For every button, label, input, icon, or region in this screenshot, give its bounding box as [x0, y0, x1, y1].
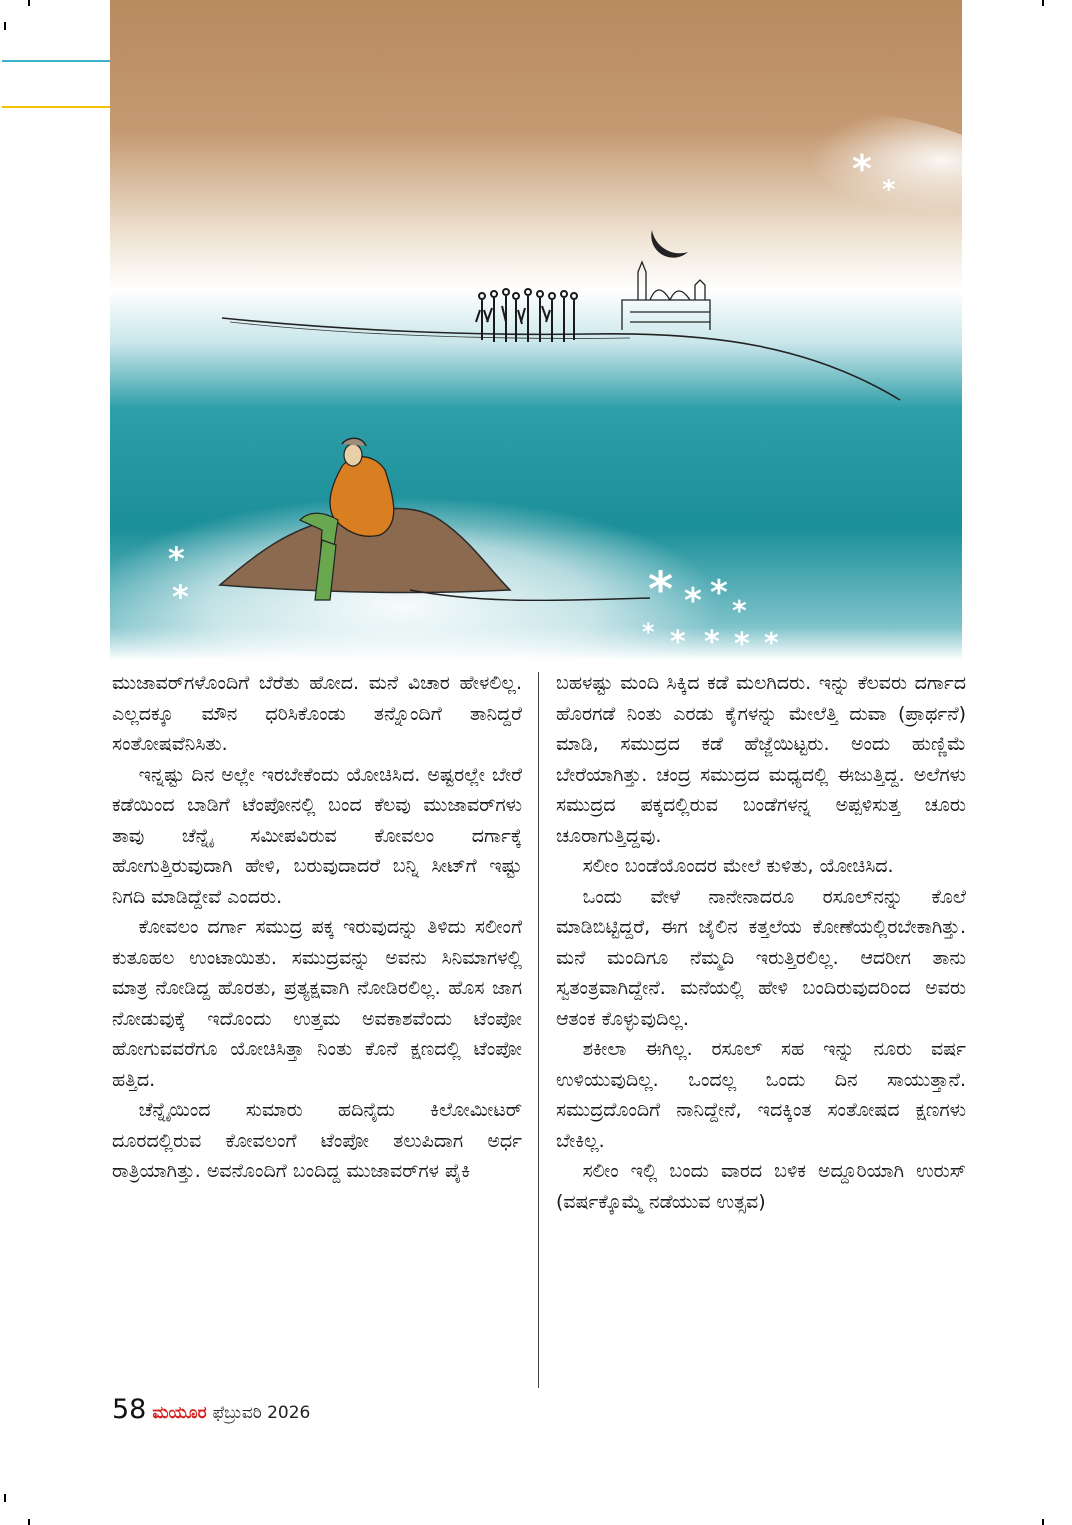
svg-text:*: * — [670, 625, 686, 660]
crop-mark — [28, 1519, 30, 1525]
page-number: 58 — [112, 1394, 147, 1425]
paragraph: ಚೆನ್ನೈಯಿಂದ ಸುಮಾರು ಹದಿನೈದು ಕಿಲೋಮೀಟರ್ ದೂರದಲ್ಲಿರುವ ಕೋವಲಂಗೆ ಟೆಂಪೋ ತಲುಪಿದಾಗ ಅರ್ಧ ರಾತ್ರಿಯಾಗಿತ್ತು. ಅವನೊಂದಿಗೆ ಬಂದಿದ್ದ ಮುಜಾವರ್‌ಗಳ ಪೈಕಿ — [112, 1099, 522, 1182]
paragraph: ಇನ್ನಷ್ಟು ದಿನ ಅಲ್ಲೇ ಇರಬೇಕೆಂದು ಯೋಚಿಸಿದ. ಅಷ್ಟರಲ್ಲೇ ಬೇರೆ ಕಡೆಯಿಂದ ಬಾಡಿಗೆ ಟೆಂಪೋನಲ್ಲಿ ಬಂದ ಕೆಲವು ಮುಜಾವರ್‌ಗಳು ತಾವು ಚೆನ್ನೈ ಸಮೀಪವಿರುವ ಕೋವಲಂ ದರ್ಗಾಕ್ಕೆ ಹೋಗುತ್ತಿರುವುದಾಗಿ ಹೇಳಿ, ಬರುವುದಾದರೆ ಬನ್ನಿ ಸೀಟ್‌ಗೆ ಇಷ್ಟು ನಿಗದಿ ಮಾಡಿದ್ದೇವೆ ಎಂದರು. — [112, 763, 522, 908]
crop-mark — [4, 22, 6, 30]
svg-text:*: * — [882, 175, 896, 205]
column-divider — [538, 672, 539, 1388]
story-illustration — [110, 0, 962, 660]
paragraph: ಕೋವಲಂ ದರ್ಗಾ ಸಮುದ್ರ ಪಕ್ಕ ಇರುವುದನ್ನು ತಿಳಿದು ಸಲೀಂಗೆ ಕುತೂಹಲ ಉಂಟಾಯಿತು. ಸಮುದ್ರವನ್ನು ಅವನು ಸಿನಿಮಾಗಳಲ್ಲಿ ಮಾತ್ರ ನೋಡಿದ್ದ ಹೊರತು, ಪ್ರತ್ಯಕ್ಷವಾಗಿ ನೋಡಿರಲಿಲ್ಲ. ಹೊಸ ಜಾಗ ನೋಡುವುಕ್ಕೆ ಇದೊಂದು ಉತ್ತಮ ಅವಕಾಶವೆಂದು ಟೆಂಪೋ ಹೋಗುವವರೆಗೂ ಯೋಚಿಸಿತ್ತಾ ನಿಂತು ಕೊನೆ ಕ್ಷಣದಲ್ಲಿ ಟೆಂಪೋ ಹತ್ತಿದ. — [112, 916, 522, 1091]
svg-text:*: * — [710, 573, 728, 613]
crop-mark — [28, 0, 30, 6]
paragraph: ಶಕೀಲಾ ಈಗಿಲ್ಲ. ರಸೂಲ್ ಸಹ ಇನ್ನು ನೂರು ವರ್ಷ ಉಳಿಯುವುದಿಲ್ಲ. ಒಂದಲ್ಲ ಒಂದು ದಿನ ಸಾಯುತ್ತಾನೆ. ಸಮುದ್ರದೊಂದಿಗೆ ನಾನಿದ್ದೇನೆ, ಇದಕ್ಕಿಂತ ಸಂತೋಷದ ಕ್ಷಣಗಳು ಬೇಕಿಲ್ಲ. — [556, 1038, 966, 1152]
paragraph: ಸಲೀಂ ಇಲ್ಲಿ ಬಂದು ವಾರದ ಬಳಿಕ ಅದ್ದೂರಿಯಾಗಿ ಉರುಸ್ (ವರ್ಷಕ್ಕೊಮ್ಮೆ ನಡೆಯುವ ಉತ್ಸವ) — [556, 1160, 966, 1213]
article-column-left — [112, 668, 522, 1187]
svg-text:*: * — [732, 594, 747, 627]
svg-text:*: * — [684, 581, 702, 621]
svg-text:*: * — [642, 618, 655, 646]
crop-mark — [1042, 1519, 1044, 1525]
paragraph: ಬಹಳಷ್ಟು ಮಂದಿ ಸಿಕ್ಕಿದ ಕಡೆ ಮಲಗಿದರು. ಇನ್ನು ಕೆಲವರು ದರ್ಗಾದ ಹೊರಗಡೆ ನಿಂತು ಎರಡು ಕೈಗಳನ್ನು ಮೇಲೆತ್ತಿ ದುವಾ (ಪ್ರಾರ್ಥನೆ) ಮಾಡಿ, ಸಮುದ್ರದ ಕಡೆ ಹೆಜ್ಜೆಯಿಟ್ಟರು. ಅಂದು ಹುಣ್ಣಿಮೆ ಬೇರೆಯಾಗಿತ್ತು. ಚಂದ್ರ ಸಮುದ್ರದ ಮಧ್ಯದಲ್ಲಿ ಈಜುತ್ತಿದ್ದ. ಅಲೆಗಳು ಸಮುದ್ರದ ಪಕ್ಕದಲ್ಲಿರುವ ಬಂಡೆಗಳನ್ನ ಅಪ್ಪಳಿಸುತ್ತ ಚೂರು ಚೂರಾಗುತ್ತಿದ್ದವು. — [556, 672, 966, 847]
svg-text:*: * — [648, 562, 674, 618]
paragraph: ಒಂದು ವೇಳೆ ನಾನೇನಾದರೂ ರಸೂಲ್‌ನನ್ನು ಕೊಲೆ ಮಾಡಿಬಿಟ್ಟಿದ್ದರೆ, ಈಗ ಜೈಲಿನ ಕತ್ತಲೆಯ ಕೋಣೆಯಲ್ಲಿರಬೇಕಾಗಿತ್ತು. ಮನೆ ಮಂದಿಗೂ ನೆಮ್ಮದಿ ಇರುತ್ತಿರಲಿಲ್ಲ. ಆದರೀಗ ತಾನು ಸ್ವತಂತ್ರವಾಗಿದ್ದೇನೆ. ಮನೆಯಲ್ಲಿ ಹೇಳಿ ಬಂದಿರುವುದರಿಂದ ಅವರು ಆತಂಕ ಕೊಳ್ಳುವುದಿಲ್ಲ. — [556, 885, 966, 1030]
svg-text:*: * — [168, 540, 185, 578]
paragraph: ಸಲೀಂ ಬಂಡೆಯೊಂದರ ಮೇಲೆ ಕುಳಿತು, ಯೋಚಿಸಿದ. — [582, 855, 894, 877]
crop-mark — [4, 1494, 6, 1502]
crop-mark — [1042, 0, 1044, 6]
svg-text:*: * — [852, 147, 872, 191]
svg-text:*: * — [172, 578, 189, 616]
svg-text:*: * — [704, 625, 720, 660]
page-footer — [112, 1394, 310, 1425]
svg-text:*: * — [734, 627, 750, 660]
paragraph: ಮುಜಾವರ್‌ಗಳೊಂದಿಗೆ ಬೆರೆತು ಹೋದ. ಮನೆ ವಿಚಾರ ಹೇಳಲಿಲ್ಲ. ಎಲ್ಲದಕ್ಕೂ ಮೌನ ಧರಿಸಿಕೊಂಡು ತನ್ನೊಂದಿಗೆ ತಾನಿದ್ದರೆ ಸಂತೋಷವೆನಿಸಿತು. — [112, 672, 522, 755]
magazine-name: ಮಯೂರ — [152, 1403, 207, 1423]
svg-text:*: * — [764, 626, 779, 659]
issue-date: ಫೆಬ್ರುವರಿ 2026 — [212, 1403, 311, 1423]
article-column-right — [556, 668, 966, 1217]
